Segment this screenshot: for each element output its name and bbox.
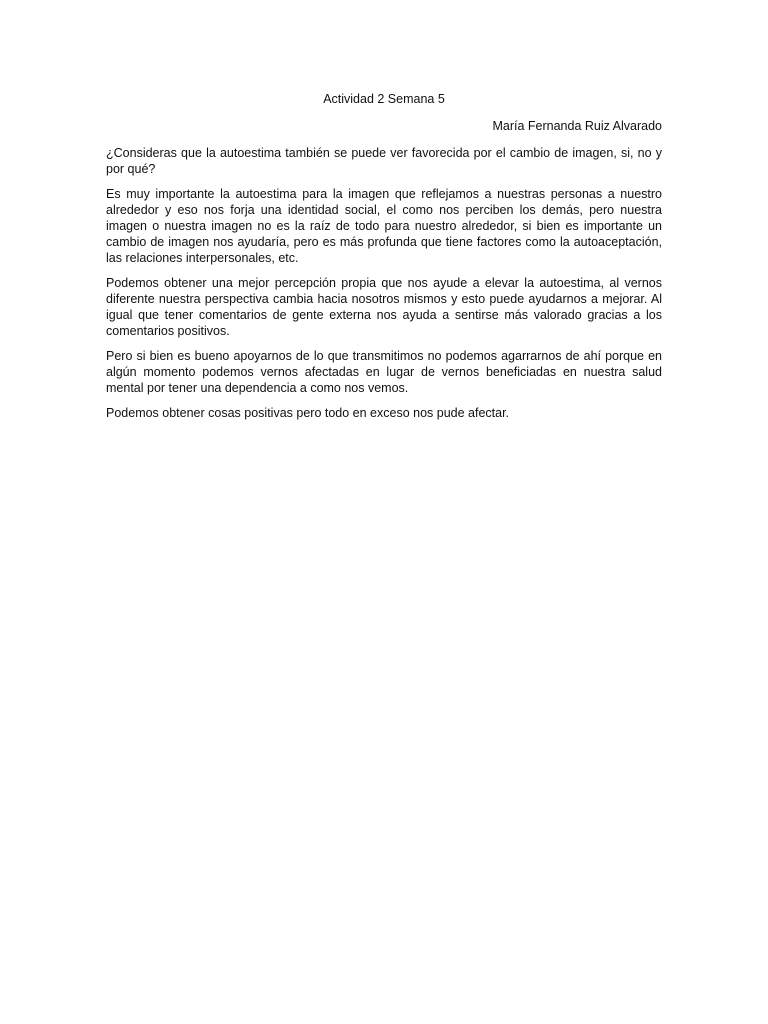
document-title: Actividad 2 Semana 5 [323, 92, 445, 106]
question-paragraph: ¿Consideras que la autoestima también se puede ver favorecida por el cambio de imagen, si, no y por qué? [106, 146, 662, 176]
body-paragraph: Pero si bien es bueno apoyarnos de lo que transmitimos no podemos agarrarnos de ahí porque en algún momento podemos vernos afectadas en lugar de vernos beneficiadas en nuestra salud mental por tener una dependencia a como nos vemos. [106, 349, 662, 395]
document-author: María Fernanda Ruiz Alvarado [492, 119, 662, 133]
body-paragraph: Podemos obtener cosas positivas pero todo en exceso nos pude afectar. [106, 406, 510, 420]
body-paragraph: Es muy importante la autoestima para la imagen que reflejamos a nuestras personas a nuestro alrededor y eso nos forja una identidad social, el como nos perciben los demás, pero nuestra imagen o nuestra imagen no es la raíz de todo para nuestro alrededor, si bien es importante un cambio de imagen nos ayudaría, pero es más profunda que tiene factores como la autoaceptación, las relaciones interpersonales, etc. [106, 187, 662, 265]
body-paragraph: Podemos obtener una mejor percepción propia que nos ayude a elevar la autoestima, al vernos diferente nuestra perspectiva cambia hacia nosotros mismos y esto puede ayudarnos a mejorar. Al igual que tener comentarios de gente externa nos ayuda a sentirse más valorado gracias a los comentarios positivos. [106, 276, 662, 338]
